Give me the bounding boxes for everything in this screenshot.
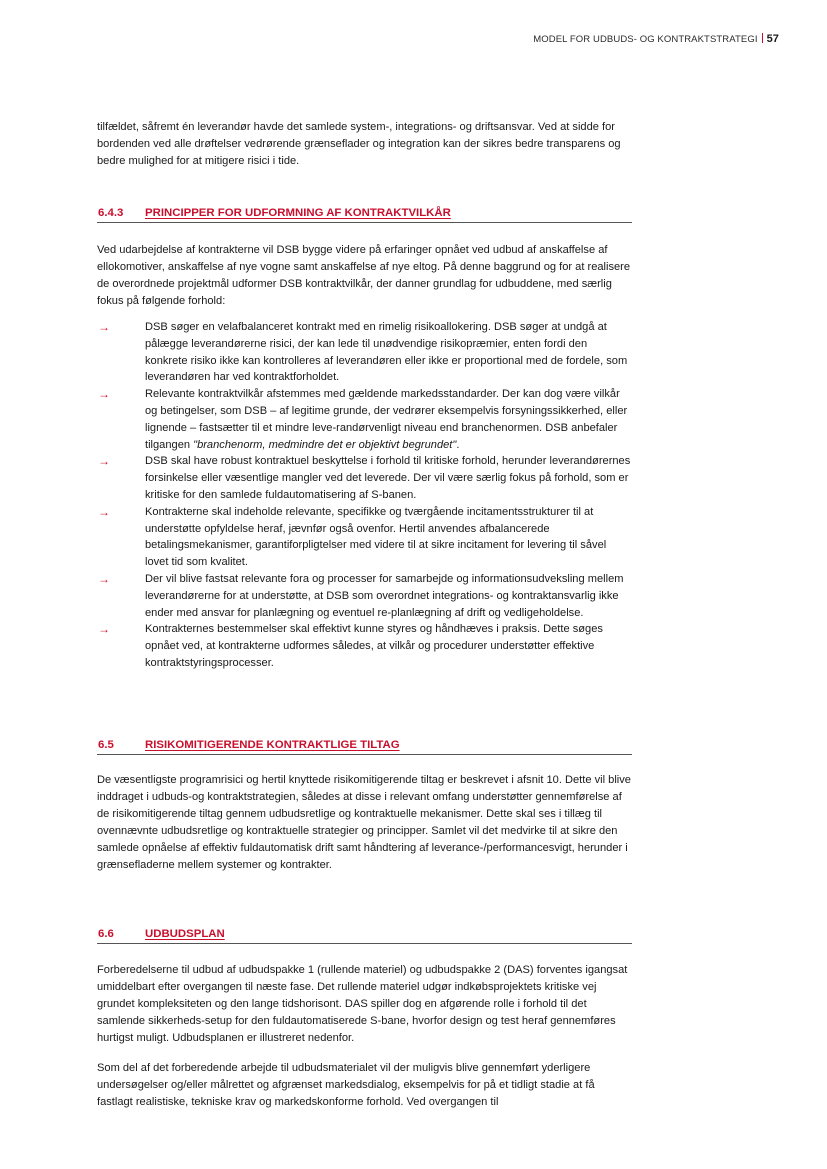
arrow-right-icon: → (98, 387, 110, 402)
section-number: 6.6 (98, 928, 114, 940)
section-6-5-paragraph: De væsentligste programrisici og hertil knyttede risikomitigerende tiltag er beskrevet i afsnit 10. Dette vil blive inddraget i udbuds-og kontraktstrategien, således at disse i relevant omfang understøtter gennemførelse af de risikomitigerende tiltag gennem udbudsretlige og kontraktuelle mekanismer. Dette skal ses i tillæg til ovennævnte udbudsretlige og kontraktuelle strategier og principper. Samlet vil det medvirke til at sikre den samlede opnåelse af effektiv fuldautomatisk drift samt håndtering af leverance-/performancesvigt, herunder i grænsefladerne mellem systemer og kontrakter. (97, 774, 631, 871)
intro-block (97, 119, 632, 170)
section-heading-6-5 (97, 739, 632, 755)
arrow-right-icon: → (98, 504, 110, 519)
list-item-quote: "branchenorm, medmindre det er objektivt begrundet" (193, 438, 457, 451)
section-title: PRINCIPPER FOR UDFORMNING AF KONTRAKTVILKÅR (145, 207, 451, 219)
section-6-5-body (97, 772, 632, 874)
list-item (97, 319, 632, 386)
list-item-text: Relevante kontraktvilkår afstemmes med gældende markedsstandarder. Der kan dog være vilkår og betingelser, som DSB – af legitime grunde, der vedrører eksempelvis forsyningssikkerhed, eller lignende – fastsætter til et mindre leve-randørvenligt niveau end branchenormen. DSB anbefaler tilgangen (145, 388, 628, 451)
arrow-right-icon: → (98, 320, 110, 334)
arrow-right-icon: → (98, 622, 110, 637)
list-item-text: Kontrakternes bestemmelser skal effektivt kunne styres og håndhæves i praksis. Dette søges opnået ved, at kontrakterne udformes således, at vilkår og procedurer understøtter effektive kontraktstyringsprocesser. (145, 623, 603, 669)
arrow-right-icon: → (98, 454, 110, 469)
section-6-6-body (97, 962, 632, 1111)
list-item-text: Der vil blive fastsat relevante fora og processer for samarbejde og informationsudveksling mellem leverandørerne for at understøtte, at DSB som overordnet integrations- og kontraktansvarlig ikke ender med ansvar for planlægning og eventuel re-planlægning af drift og vedligeholdelse. (145, 572, 624, 619)
section-6-6-paragraph-2: Som del af det forberedende arbejde til udbudsmaterialet vil der muligvis blive gennemført yderligere undersøgelser og/eller målrettet og afgrænset markedsdialog, eksempelvis for på et tidligt stadie at få fastlagt realistiske, tekniske krav og markedskonforme forhold. Ved overgangen til (97, 1062, 595, 1108)
principles-list (97, 319, 632, 672)
running-title: MODEL FOR UDBUDS- OG KONTRAKTSTRATEGI (533, 34, 758, 45)
page-number: 57 (766, 33, 779, 45)
header-divider (762, 33, 763, 43)
section-6-4-3-body (97, 242, 632, 672)
section-6-6-paragraph-1: Forberedelserne til udbud af udbudspakke 1 (rullende materiel) og udbudspakke 2 (DAS) forventes igangsat umiddelbart efter overgangen til næste fase. Det rullende materiel udgør indkøbsprojektets kritiske vej grundet kompleksiteten og den lange tidshorisont. DAS spiller dog en afgørende rolle i forhold til det samlende sikkerheds-setup for den fuldautomatiserede S-bane, hvorfor design og test heraf gennemføres hurtigst muligt. Udbudsplanen er illustreret nedenfor. (97, 964, 628, 1044)
list-item-text: DSB søger en velafbalanceret kontrakt med en rimelig risikoallokering. DSB søger at undgå at pålægge leverandørerne risici, der kan lede til unødvendige risikopræmier, enten fordi den konkrete risiko ikke kan kontrolleres af leverandøren eller ikke er proportional med de fordele, som leverandøren har ved kontraktforholdet. (145, 321, 628, 384)
list-item (97, 571, 632, 621)
intro-paragraph: tilfældet, såfremt én leverandør havde det samlede system-, integrations- og driftsansvar. Ved at sidde for bordenden ved alle drøftelser vedrørende grænseflader og integration kan der sikres bedre transparens og bedre mulighed for at mitigere risici i tide. (97, 121, 621, 167)
running-header (533, 33, 779, 45)
section-heading-6-4-3 (97, 207, 632, 223)
list-item (97, 621, 632, 671)
section-number: 6.4.3 (98, 207, 124, 219)
arrow-right-icon: → (98, 571, 110, 586)
section-title: UDBUDSPLAN (145, 928, 225, 940)
list-item-text: DSB skal have robust kontraktuel beskyttelse i forhold til kritiske forhold, herunder leverandørernes forsinkelse eller væsentlige mangler ved det leverede. Der vil være særlig fokus på forhold, som er kritiske for den samlede fuldautomatisering af S-banen. (145, 455, 631, 501)
section-title: RISIKOMITIGERENDE KONTRAKTLIGE TILTAG (145, 739, 400, 751)
list-item (97, 453, 632, 503)
list-item-text: Kontrakterne skal indeholde relevante, specifikke og tværgående incitamentsstrukturer til at understøtte opfyldelse heraf, jævnfør også ovenfor. Hertil anvendes afbalancerede betalingsmekanismer, garantiforpligtelser med videre til at sikre incitament for levering til såvel lovet tid som kvalitet. (145, 505, 607, 569)
list-item-end: . (456, 438, 460, 451)
list-item (97, 504, 632, 571)
section-number: 6.5 (98, 739, 114, 751)
section-heading-6-6 (97, 928, 632, 944)
section-6-4-3-paragraph: Ved udarbejdelse af kontrakterne vil DSB bygge videre på erfaringer opnået ved udbud af anskaffelse af ellokomotiver, anskaffelse af nye vogne samt anskaffelse af nye eltog. På denne baggrund og for at realisere de overordnede projektmål udformer DSB kontraktvilkår, der danner grundlag for udbuddene, med særlig fokus på følgende forhold: (97, 244, 631, 307)
list-item (97, 386, 632, 453)
